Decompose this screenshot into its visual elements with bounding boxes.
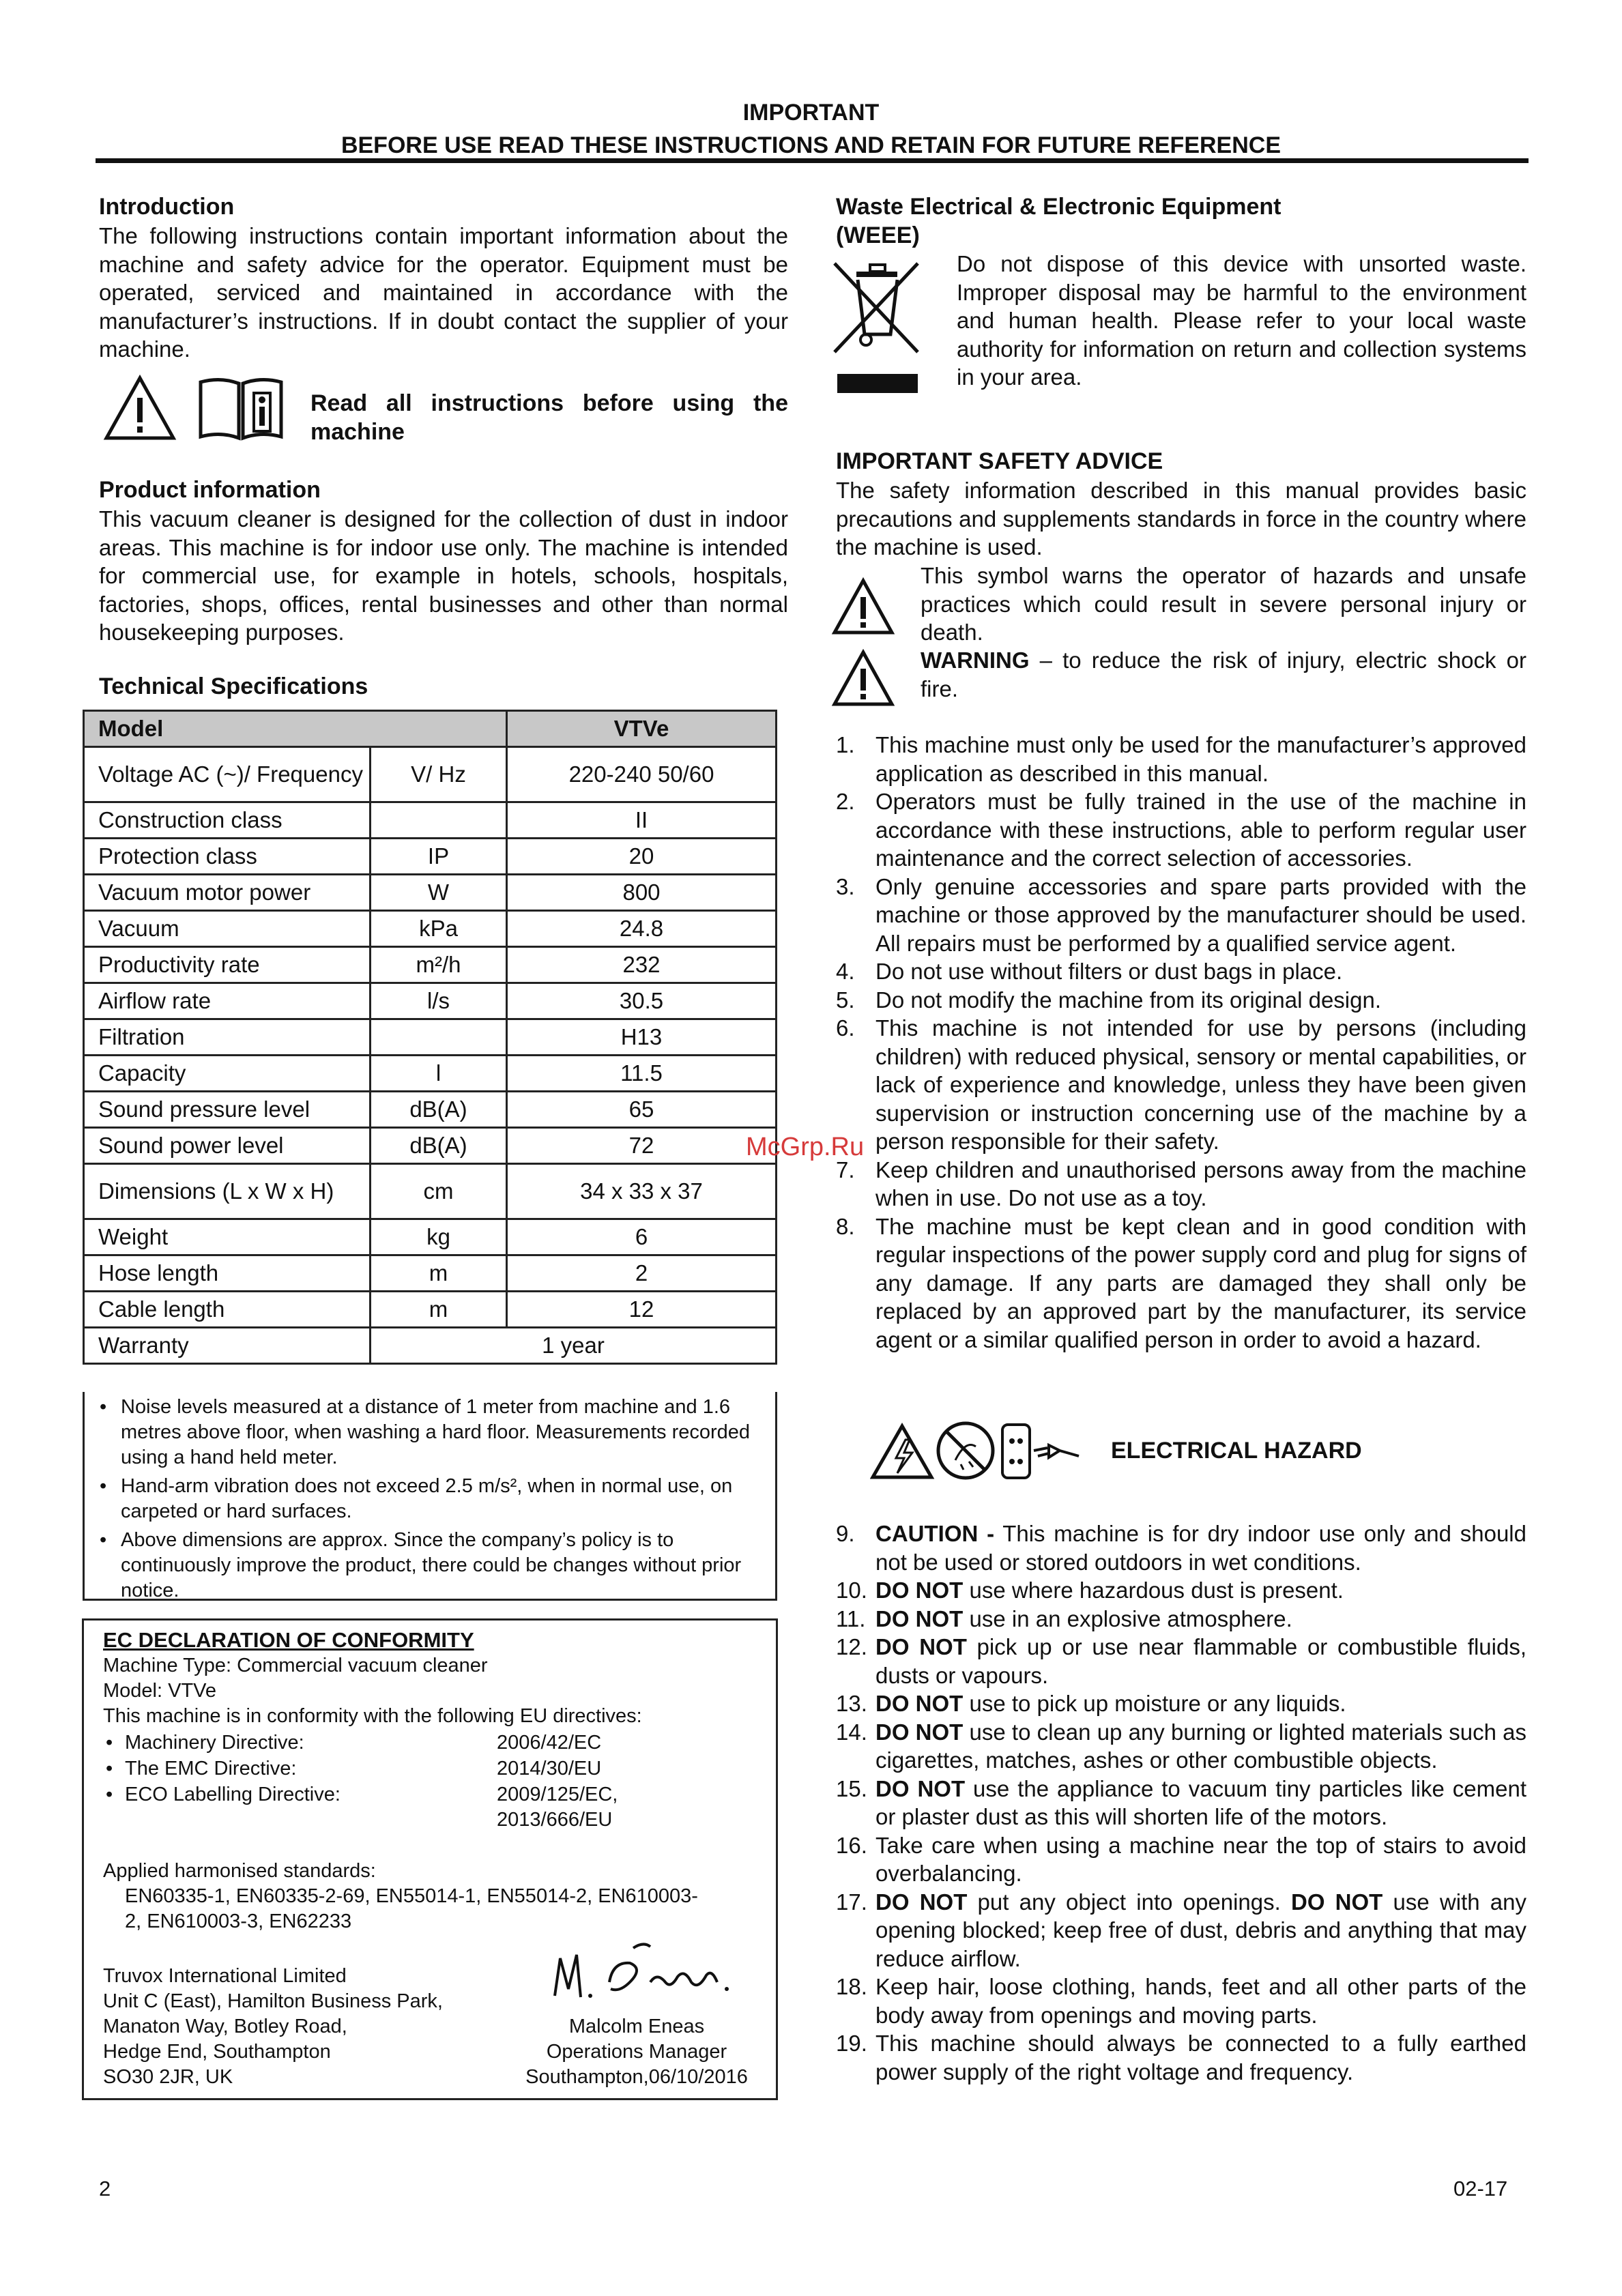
spec-value: 800 <box>507 875 777 911</box>
address-line: SO30 2JR, UK <box>103 2066 233 2088</box>
list-item <box>836 1605 1526 1633</box>
address-line: Truvox International Limited <box>103 1965 347 1987</box>
introduction-heading: Introduction <box>99 194 235 220</box>
spec-label: Sound power level <box>84 1128 371 1164</box>
spec-unit <box>371 802 507 839</box>
table-row <box>84 747 777 802</box>
item-text: use to clean up any burning or lighted materials such as cigarettes, matches, ashes or other combustible objects. <box>875 1719 1526 1773</box>
spec-value: H13 <box>507 1019 777 1056</box>
read-instructions-notice: Read all instructions before using the machine <box>310 390 788 445</box>
list-item <box>836 1689 1526 1718</box>
safety-list-continued <box>836 1520 1526 2086</box>
item-emphasis: DO NOT <box>875 1691 964 1716</box>
item-text: Do not modify the machine from its original design. <box>875 987 1382 1013</box>
item-text: use the appliance to vacuum tiny particles like cement or plaster dust as this will shorten life of the motors. <box>875 1775 1526 1829</box>
item-number: 5. <box>836 987 855 1013</box>
item-text: pick up or use near flammable or combustible fluids, dusts or vapours. <box>875 1634 1526 1688</box>
electrical-hazard-label: ELECTRICAL HAZARD <box>1111 1438 1362 1464</box>
list-item <box>836 1014 1526 1156</box>
table-row <box>84 1328 777 1364</box>
spec-value: 20 <box>507 839 777 875</box>
list-item: • <box>106 1758 113 1779</box>
spec-label: Vacuum <box>84 911 371 947</box>
item-text: use in an explosive atmosphere. <box>963 1605 1292 1631</box>
item-text: Only genuine accessories and spare parts provided with the machine or those approved by the manufacturer should be used. All repairs must be performed by a qualified service agent. <box>875 873 1526 956</box>
list-item <box>836 1831 1526 1888</box>
directive-name: ECO Labelling Directive: <box>125 1784 341 1805</box>
spec-value: 12 <box>507 1292 777 1328</box>
table-row <box>84 983 777 1019</box>
address-line: Manaton Way, Botley Road, <box>103 2016 347 2037</box>
item-emphasis: DO NOT <box>875 1605 964 1631</box>
ec-conformity: This machine is in conformity with the following EU directives: <box>103 1705 642 1727</box>
table-row <box>84 1092 777 1128</box>
safety-intro: The safety information described in this manual provides basic precautions and supplements standards in force in the country where the machine is used. <box>836 478 1526 560</box>
table-row <box>84 1219 777 1255</box>
spec-unit: m <box>371 1255 507 1292</box>
product-info-heading: Product information <box>99 477 321 503</box>
item-text: This machine must only be used for the manufacturer’s approved application as described in this manual. <box>875 732 1526 786</box>
spec-value: 72 <box>507 1128 777 1164</box>
item-emphasis: DO NOT <box>875 1719 964 1745</box>
spec-label: Voltage AC (~)/ Frequency <box>84 747 371 802</box>
spec-value: 34 x 33 x 37 <box>507 1164 777 1219</box>
table-row <box>84 1019 777 1056</box>
list-item <box>836 1973 1526 2029</box>
table-row <box>84 1255 777 1292</box>
address-line: Hedge End, Southampton <box>103 2041 331 2063</box>
weee-text: Do not dispose of this device with unsorted waste. Improper disposal may be harmful to the environment and human health. Please refer to your local waste authority for information on return and collection systems in your area. <box>957 251 1526 390</box>
introduction-text: The following instructions contain important information about the machine and safety advice for the operator. Equipment must be operated, serviced and maintained in accordance with the manufacturer’s instructions. If in doubt contact the supplier of your machine. <box>99 223 788 362</box>
spec-notes <box>83 1392 777 1601</box>
item-number: 1. <box>836 732 855 757</box>
item-number: 13. <box>836 1691 867 1716</box>
list-item <box>836 731 1526 787</box>
spec-unit: IP <box>371 839 507 875</box>
warning-note <box>921 646 1526 703</box>
ec-model: Model: VTVe <box>103 1680 217 1702</box>
item-number: 14. <box>836 1719 867 1745</box>
spec-header-value: VTVe <box>507 711 777 747</box>
item-emphasis: DO NOT <box>875 1775 966 1801</box>
spec-unit <box>371 1019 507 1056</box>
spec-value: 6 <box>507 1219 777 1255</box>
electrical-hazard-icon <box>870 1423 935 1484</box>
spec-label: Filtration <box>84 1019 371 1056</box>
spec-unit: W <box>371 875 507 911</box>
directive-code: 2006/42/EC <box>497 1732 602 1754</box>
spec-value: II <box>507 802 777 839</box>
spec-label: Hose length <box>84 1255 371 1292</box>
item-number: 18. <box>836 1974 867 1999</box>
item-emphasis: DO NOT <box>875 1578 964 1603</box>
signature <box>548 1934 732 2016</box>
spec-label: Productivity rate <box>84 947 371 983</box>
directive-name: Machinery Directive: <box>125 1732 304 1754</box>
plug-socket-icon <box>1000 1421 1082 1485</box>
spec-value: 1 year <box>371 1328 777 1364</box>
list-item <box>836 986 1526 1015</box>
item-number: 19. <box>836 2031 867 2056</box>
warning-text: – to reduce the risk of injury, electric shock or fire. <box>921 648 1526 701</box>
spec-label: Sound pressure level <box>84 1092 371 1128</box>
spec-unit: kg <box>371 1219 507 1255</box>
spec-unit: dB(A) <box>371 1128 507 1164</box>
weee-heading: Waste Electrical & Electronic Equipment <box>836 194 1281 220</box>
standards-line: EN60335-1, EN60335-2-69, EN55014-1, EN55014-2, EN610003- <box>125 1885 698 1907</box>
ec-machine-type: Machine Type: Commercial vacuum cleaner <box>103 1655 488 1676</box>
spec-unit: m <box>371 1292 507 1328</box>
spec-unit: cm <box>371 1164 507 1219</box>
spec-label: Cable length <box>84 1292 371 1328</box>
address-line: Unit C (East), Hamilton Business Park, <box>103 1990 443 2012</box>
spec-value: 11.5 <box>507 1056 777 1092</box>
item-text: use with any opening blocked; keep free of dust, debris and anything that may reduce airflow. <box>875 1889 1527 1971</box>
spec-value: 220-240 50/60 <box>507 747 777 802</box>
signatory-date: Southampton,06/10/2016 <box>525 2066 748 2088</box>
spec-label: Weight <box>84 1219 371 1255</box>
item-text: put any object into openings. <box>967 1889 1291 1915</box>
item-text: use to pick up moisture or any liquids. <box>963 1691 1346 1716</box>
table-row <box>84 839 777 875</box>
safety-list <box>836 731 1526 1354</box>
item-emphasis: CAUTION - <box>875 1521 995 1546</box>
page-subtitle: BEFORE USE READ THESE INSTRUCTIONS AND RETAIN FOR FUTURE REFERENCE <box>341 132 1281 158</box>
spec-unit: dB(A) <box>371 1092 507 1128</box>
list-item <box>836 1718 1526 1775</box>
warning-label: WARNING <box>921 648 1030 673</box>
spec-value: 2 <box>507 1255 777 1292</box>
spec-unit: kPa <box>371 911 507 947</box>
item-emphasis: DO NOT <box>1290 1889 1383 1915</box>
list-item <box>836 1775 1526 1831</box>
weee-heading-abbr: (WEEE) <box>836 222 920 248</box>
spec-header-model: Model <box>84 711 507 747</box>
table-row <box>84 911 777 947</box>
directive-code: 2009/125/EC, <box>497 1784 618 1805</box>
spec-label: Capacity <box>84 1056 371 1092</box>
spec-value: 65 <box>507 1092 777 1128</box>
spec-unit: l/s <box>371 983 507 1019</box>
item-number: 3. <box>836 873 855 899</box>
list-item: • Noise levels measured at a distance of 1 meter from machine and 1.6 metres above floor, when washing a hard floor. Measurements recorded using a hand held meter. <box>85 1395 775 1470</box>
standards-heading: Applied harmonised standards: <box>103 1860 376 1882</box>
spec-unit: m²/h <box>371 947 507 983</box>
signatory-name: Malcolm Eneas <box>568 2016 705 2037</box>
spec-value: 24.8 <box>507 911 777 947</box>
spec-label: Dimensions (L x W x H) <box>84 1164 371 1219</box>
list-item <box>836 873 1526 958</box>
item-text: Do not use without filters or dust bags in place. <box>875 959 1343 984</box>
spec-label: Warranty <box>84 1328 371 1364</box>
item-emphasis: DO NOT <box>875 1634 967 1659</box>
item-number: 4. <box>836 959 855 984</box>
list-item <box>836 2029 1526 2086</box>
list-item: • <box>106 1732 113 1754</box>
item-text: Keep children and unauthorised persons away from the machine when in use. Do not use as a toy. <box>875 1157 1526 1210</box>
list-item: • <box>106 1784 113 1805</box>
item-number: 15. <box>836 1775 867 1801</box>
table-row <box>84 1292 777 1328</box>
list-item <box>836 1888 1526 1973</box>
spec-label: Construction class <box>84 802 371 839</box>
list-item: • Hand-arm vibration does not exceed 2.5 m/s², when in normal use, on carpeted or hard surfaces. <box>85 1474 775 1524</box>
spec-value: 30.5 <box>507 983 777 1019</box>
directive-code: 2013/666/EU <box>497 1809 613 1831</box>
table-row <box>84 1128 777 1164</box>
document-code: 02-17 <box>1453 2177 1508 2200</box>
spec-table <box>83 710 777 1365</box>
warning-triangle-icon <box>102 374 177 446</box>
read-manual-icon <box>197 375 285 446</box>
table-row <box>84 1056 777 1092</box>
spec-unit: V/ Hz <box>371 747 507 802</box>
item-number: 9. <box>836 1521 855 1546</box>
ec-title: EC DECLARATION OF CONFORMITY <box>103 1628 474 1652</box>
item-text: use where hazardous dust is present. <box>963 1578 1344 1603</box>
item-text: This machine is for dry indoor use only and should not be used or stored outdoors in wet conditions. <box>875 1521 1526 1575</box>
spec-header-row <box>84 711 777 747</box>
item-emphasis: DO NOT <box>875 1889 968 1915</box>
spec-label: Protection class <box>84 839 371 875</box>
table-row <box>84 947 777 983</box>
list-item <box>836 787 1526 873</box>
item-text: The machine must be kept clean and in good condition with regular inspections of the power supply cord and plug for signs of any damage. If any parts are damaged they shall only be replaced by an approved part by the manufacturer, its service agent or a similar qualified person in order to avoid a hazard. <box>875 1213 1526 1352</box>
signatory-role: Operations Manager <box>546 2041 727 2063</box>
list-item <box>836 957 1526 986</box>
spec-value: 232 <box>507 947 777 983</box>
standards-line: 2, EN610003-3, EN62233 <box>125 1910 352 1932</box>
tech-specs-heading: Technical Specifications <box>99 673 368 699</box>
weee-bin-icon <box>829 251 925 401</box>
table-row <box>84 802 777 839</box>
item-number: 2. <box>836 789 855 814</box>
item-text: Take care when using a machine near the top of stairs to avoid overbalancing. <box>875 1832 1526 1886</box>
no-liquid-icon <box>935 1419 996 1485</box>
symbol-explanation: This symbol warns the operator of hazards and unsafe practices which could result in severe personal injury or death. <box>921 563 1526 645</box>
watermark: McGrp.Ru <box>746 1133 865 1161</box>
warning-triangle-icon <box>831 648 896 712</box>
item-number: 11. <box>836 1605 866 1631</box>
item-number: 12. <box>836 1634 867 1659</box>
item-number: 16. <box>836 1832 867 1858</box>
spec-label: Airflow rate <box>84 983 371 1019</box>
warning-triangle-icon <box>831 577 896 640</box>
spec-label: Vacuum motor power <box>84 875 371 911</box>
list-item <box>836 1633 1526 1689</box>
table-row <box>84 875 777 911</box>
list-item <box>836 1212 1526 1354</box>
item-number: 17. <box>836 1889 867 1915</box>
item-number: 8. <box>836 1213 855 1239</box>
spec-unit: l <box>371 1056 507 1092</box>
item-text: This machine should always be connected to a fully earthed power supply of the right voltage and frequency. <box>875 2031 1526 2084</box>
item-number: 10. <box>836 1578 867 1603</box>
header-divider <box>96 158 1529 163</box>
product-info-text: This vacuum cleaner is designed for the collection of dust in indoor areas. This machine is for indoor use only. The machine is intended for commercial use, for example in hotels, schools, hospitals, factories, shops, offices, rental businesses and other than normal housekeeping purposes. <box>99 506 788 645</box>
directive-name: The EMC Directive: <box>125 1758 297 1779</box>
item-number: 7. <box>836 1157 855 1182</box>
list-item <box>836 1576 1526 1605</box>
item-number: 6. <box>836 1015 855 1041</box>
ec-declaration-box <box>82 1618 778 2100</box>
list-item <box>836 1156 1526 1212</box>
table-row <box>84 1164 777 1219</box>
page-title: IMPORTANT <box>742 100 880 126</box>
list-item <box>836 1520 1526 1576</box>
item-text: Keep hair, loose clothing, hands, feet and all other parts of the body away from openings and moving parts. <box>875 1974 1526 2028</box>
page-number: 2 <box>99 2177 111 2200</box>
directive-code: 2014/30/EU <box>497 1758 602 1779</box>
safety-heading: IMPORTANT SAFETY ADVICE <box>836 448 1163 474</box>
item-text: Operators must be fully trained in the use of the machine in accordance with these instructions, able to perform regular user maintenance and the correct selection of accessories. <box>875 789 1526 871</box>
list-item: • Above dimensions are approx. Since the company’s policy is to continuously improve the product, there could be changes without prior notice. <box>85 1528 775 1603</box>
item-text: This machine is not intended for use by persons (including children) with reduced physical, sensory or mental capabilities, or lack of experience and knowledge, unless they have been given supervision or instruction concerning use of the machine by a person responsible for their safety. <box>875 1015 1526 1154</box>
